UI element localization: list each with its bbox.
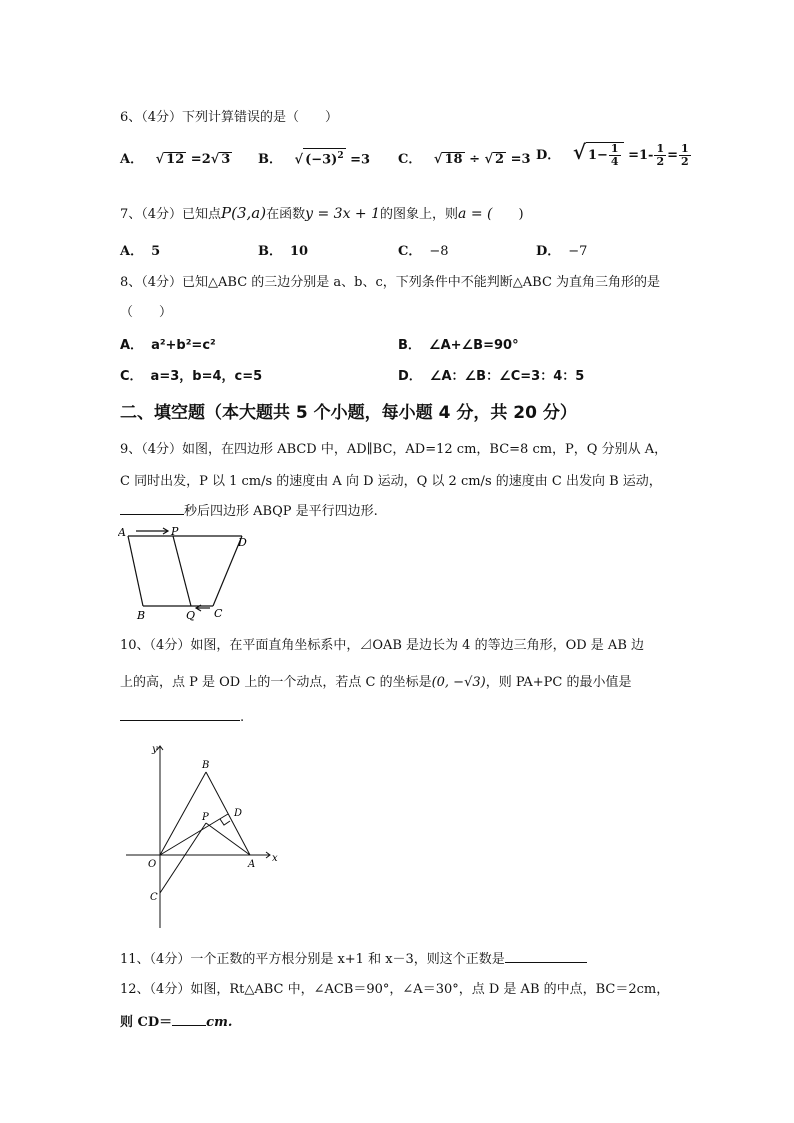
- sqrt-sign: √: [294, 152, 304, 168]
- q7-stem: [120, 203, 524, 222]
- stem-text: 11、（4分）一个正数的平方根分别是 x+1 和 x－3，则这个正数是: [120, 952, 505, 967]
- label-p: P: [202, 812, 209, 823]
- numerator: 1: [656, 142, 665, 155]
- segment-ob: [160, 772, 206, 855]
- answer-blank[interactable]: [505, 950, 587, 963]
- option-label: A．: [120, 338, 144, 353]
- stem-text: 7、（4分）已知点: [120, 207, 222, 222]
- label-d: D: [234, 808, 243, 819]
- label-y: y: [152, 744, 158, 755]
- q12-line-2: [120, 1011, 232, 1030]
- option-value: 10: [290, 244, 309, 259]
- equals-text: =3: [510, 152, 531, 167]
- stem-text: ): [492, 207, 524, 222]
- option-value: −8: [429, 244, 449, 259]
- q8-paren: （ ）: [120, 305, 173, 320]
- q8-option-b: [398, 334, 519, 353]
- q8-option-a: [120, 334, 216, 353]
- equals-text: =3: [350, 152, 371, 168]
- option-value: a=3，b=4，c=5: [150, 369, 263, 384]
- segment-pa: [206, 823, 250, 855]
- option-value: 5: [151, 244, 161, 259]
- q9-line-3: [120, 500, 378, 519]
- q8-option-c: [120, 365, 262, 384]
- stem-text: cm.: [206, 1015, 233, 1030]
- numerator: 1: [610, 142, 619, 155]
- q10-line-2: [120, 671, 632, 690]
- q6-option-d: [536, 140, 692, 168]
- segment-ba: [206, 772, 250, 855]
- fraction: [654, 143, 666, 168]
- label-p: P: [171, 526, 179, 538]
- q10-figure: [118, 738, 288, 930]
- stem-text: 在函数: [266, 207, 306, 222]
- label-a: A: [248, 859, 256, 870]
- q10-line-1: 10、（4分）如图，在平面直角坐标系中，⊿OAB 是边长为 4 的等边三角形，OD 是 AB 边: [120, 638, 644, 653]
- coord-expr: (0, −√3): [431, 675, 486, 690]
- exponent: 2: [337, 151, 344, 161]
- sqrt-sign: √: [484, 152, 494, 167]
- q7-option-c: [398, 240, 449, 259]
- q8-stem: 8、（4分）已知△ABC 的三边分别是 a、b、c，下列条件中不能判断△ABC 为直角三角形的是: [120, 275, 661, 290]
- sqrt-sign: √: [155, 152, 165, 167]
- label-c: C: [214, 607, 223, 620]
- var-expr: a = (: [458, 206, 493, 222]
- stem-text: 秒后四边形 ABQP 是平行四边形.: [184, 504, 378, 519]
- label-q: Q: [186, 609, 196, 622]
- section-title: 二、填空题（本大题共 5 个小题，每小题 4 分，共 20 分）: [120, 403, 577, 423]
- option-label: B．: [258, 244, 282, 259]
- radicand: [586, 142, 624, 168]
- denominator: 4: [610, 155, 619, 168]
- option-value: ∠A+∠B=90°: [428, 338, 519, 353]
- segment-pc: [160, 823, 206, 893]
- label-c: C: [150, 892, 158, 903]
- option-label: C．: [398, 152, 422, 167]
- fraction: [679, 143, 691, 168]
- equals-text: =1-: [628, 148, 654, 163]
- point-expr: P(3,a): [221, 204, 267, 222]
- equals-text: =: [667, 148, 679, 163]
- equals-text: =2: [190, 152, 211, 167]
- option-label: B．: [398, 338, 421, 353]
- divide-text: ÷: [469, 152, 480, 167]
- numerator: 1: [681, 142, 689, 155]
- fraction: [609, 143, 621, 168]
- q7-option-b: [258, 240, 308, 259]
- q8-option-d: [398, 365, 584, 384]
- q9-line-1: 9、（4分）如图，在四边形 ABCD 中，AD∥BC，AD=12 cm，BC=8 cm，P，Q 分别从 A，: [120, 442, 668, 457]
- radicand: 3: [221, 152, 231, 167]
- option-label: A．: [120, 244, 144, 259]
- denominator: 2: [656, 155, 665, 168]
- q11-line: [120, 948, 587, 967]
- label-b: B: [137, 609, 146, 622]
- radicand: 2: [495, 152, 505, 167]
- base: (−3): [305, 152, 338, 168]
- one-minus: 1−: [587, 148, 608, 163]
- q9-line-2: C 同时出发，P 以 1 cm/s 的速度由 A 向 D 运动，Q 以 2 cm/s 的速度由 C 出发向 B 运动，: [120, 474, 662, 489]
- denominator: 2: [681, 155, 689, 168]
- sqrt-sign: √: [210, 152, 220, 167]
- option-label: D．: [536, 148, 561, 163]
- label-d: D: [238, 536, 247, 549]
- right-angle-mark: [220, 819, 230, 825]
- function-expr: y = 3x + 1: [305, 206, 381, 222]
- answer-blank[interactable]: [120, 708, 240, 721]
- q7-option-d: [536, 240, 587, 259]
- q7-option-a: [120, 240, 160, 259]
- option-label: B．: [258, 152, 282, 168]
- option-value: ∠A：∠B：∠C=3：4：5: [429, 369, 585, 384]
- answer-blank[interactable]: [120, 502, 184, 515]
- answer-blank[interactable]: [172, 1013, 206, 1026]
- stem-text: ，则 PA+PC 的最小值是: [485, 675, 632, 690]
- option-value: a²+b²=c²: [151, 338, 216, 353]
- q12-line-1: 12、（4分）如图，Rt△ABC 中，∠ACB＝90°，∠A＝30°，点 D 是 AB 的中点，BC＝2cm，: [120, 982, 670, 997]
- q6-stem: 6、（4分）下列计算错误的是（ ）: [120, 110, 339, 125]
- option-label: D．: [398, 369, 422, 384]
- segment-od: [160, 814, 228, 855]
- sqrt-sign: √: [572, 140, 586, 164]
- option-value: −7: [568, 244, 588, 259]
- stem-text: 上的高，点 P 是 OD 上的一个动点，若点 C 的坐标是: [120, 675, 432, 690]
- q10-line-3: [120, 708, 244, 725]
- option-label: D．: [536, 244, 561, 259]
- label-b: B: [202, 760, 210, 771]
- segment-pq: [173, 536, 191, 606]
- option-label: C．: [120, 369, 143, 384]
- radicand: 12: [166, 152, 185, 167]
- radicand: 18: [444, 152, 463, 167]
- option-label: C．: [398, 244, 422, 259]
- edge-ab: [128, 536, 143, 606]
- label-o: O: [148, 859, 157, 870]
- label-a: A: [118, 526, 126, 539]
- sqrt-sign: √: [433, 152, 443, 167]
- stem-text: .: [240, 710, 245, 725]
- q9-figure: [118, 526, 258, 626]
- q6-option-a: [120, 148, 232, 167]
- q6-option-c: [398, 148, 531, 167]
- stem-text: 则 CD＝: [120, 1015, 173, 1030]
- q6-option-b: [258, 148, 370, 167]
- stem-text: 的图象上，则: [380, 207, 459, 222]
- option-label: A．: [120, 152, 144, 167]
- label-x: x: [272, 853, 278, 864]
- radicand: [303, 148, 346, 167]
